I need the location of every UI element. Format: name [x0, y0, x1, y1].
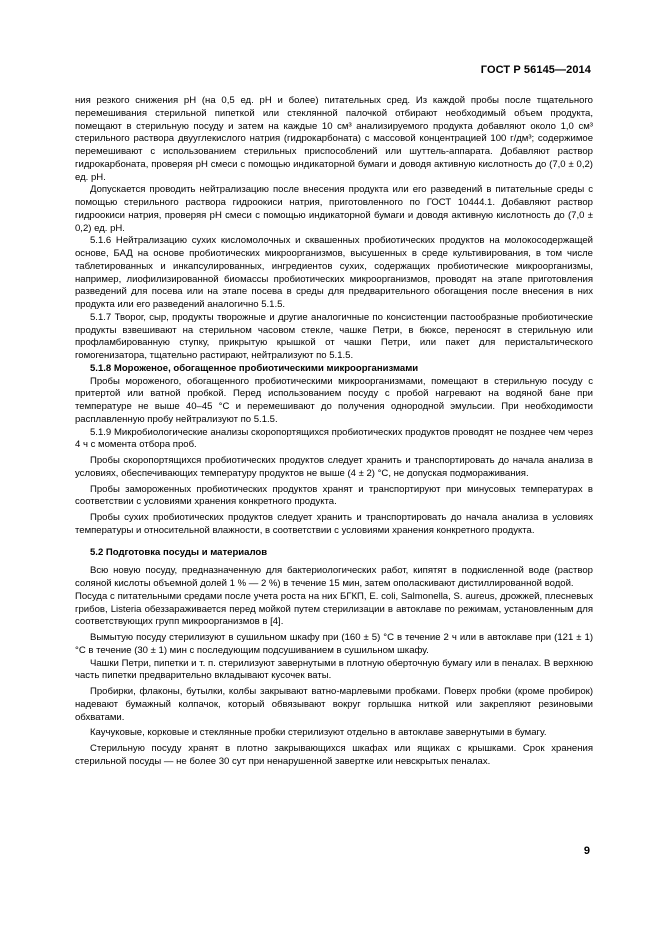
- paragraph: Пробирки, флаконы, бутылки, колбы закрывают ватно-марлевыми пробками. Поверх пробки (кроме пробирок) надевают бумажный колпачок, который обвязывают вокруг горлышка ниткой или закрепляют резиновыми обхватами.: [75, 686, 593, 723]
- paragraph: ния резкого снижения pH (на 0,5 ед. pH и более) питательных сред. Из каждой пробы после тщательного перемешивания стерильной пипеткой или стеклянной палочкой отбирают необходимый объем продукта, помещают в стерильную посуду и затем на каждые 10 см³ анализируемого продукта добавляют около 1,0 см³ стерильного раствора двууглекислого натрия (гидрокарбоната) с массовой концентрацией 100 г/дм³; содержимое перемешивают с использованием стерильных приспособлений или шуттель-аппарата. Добавляют раствор гидрокарбоната, проверяя pH смеси с помощью индикаторной бумаги и доводя активную кислотность до (7,0 ± 0,2) ед. pH.: [75, 95, 593, 183]
- paragraph: Чашки Петри, пипетки и т. п. стерилизуют завернутыми в плотную оберточную бумагу или в пеналах. В верхнюю часть пипетки предварительно вкладывают кусочек ваты.: [75, 657, 593, 682]
- paragraph: Вымытую посуду стерилизуют в сушильном шкафу при (160 ± 5) °С в течение 2 ч или в автоклаве при (121 ± 1) °С в течение (30 ± 1) мин с последующим подсушиванием в сушильном шкафу.: [75, 632, 593, 656]
- paragraph: Допускается проводить нейтрализацию после внесения продукта или его разведений в питательные среды с помощью стерильного раствора гидроокиси натрия, приготовленного по ГОСТ 10444.1. Добавляют раствор гидроокиси натрия, проверяя pH смеси с помощью индикаторной бумаги и доводя активную кислотность до (7,0 ± 0,2) ед. pH.: [75, 184, 593, 234]
- paragraph: Каучуковые, корковые и стеклянные пробки стерилизуют отдельно в автоклаве завернутыми в бумагу.: [90, 727, 547, 739]
- paragraph: 5.1.9 Микробиологические анализы скоропортящихся пробиотических продуктов проводят не позднее чем через 4 ч с момента отбора проб.: [75, 426, 593, 451]
- paragraph: Всю новую посуду, предназначенную для бактериологических работ, кипятят в подкисленной воде (раствор соляной кислоты объемной долей 1 % — 2 %) в течение 15 мин, затем ополаскивают дистиллированной водой.: [75, 565, 593, 589]
- document-body: [75, 95, 593, 769]
- paragraph: Пробы сухих пробиотических продуктов следует хранить и транспортировать до начала анализа в условиях температуры и относительной влажности, в соответствии с условиями хранения конкретного продукта.: [75, 512, 593, 536]
- document-standard-header: ГОСТ Р 56145—2014: [480, 64, 591, 76]
- paragraph: Посуда с питательными средами после учета роста на них БГКП, E. coli, Salmonella, S. aureus, дрожжей, плесневых грибов, Listeria обеззараживается перед мойкой путем стерилизации в автоклаве по режимам, установленным для соответствующих групп микроорганизмов в [4].: [75, 590, 593, 628]
- paragraph: 5.1.7 Творог, сыр, продукты творожные и другие аналогичные по консистенции пастообразные пробиотические продукты взвешивают на стерильном часовом стекле, чашке Петри, в бюксе, переносят в стерильную или профламбированную ступку, прикрытую крышкой от чашки Петри, или пакет для перистальтического гомогенизатора, тщательно растирают, нейтрализуют по 5.1.5.: [75, 311, 593, 361]
- section-heading-5-1-8: 5.1.8 Мороженое, обогащенное пробиотическими микроорганизмами: [90, 362, 419, 374]
- paragraph: Пробы мороженого, обогащенного пробиотическими микроорганизмами, помещают в стерильную посуду с притертой или ватной пробкой. Перед использованием посуду с пробой нагревают на водяной бане при температуре не выше 40–45 °С и перемешивают до получения однородной эмульсии. При необходимости расплавленную пробу нейтрализуют по 5.1.5.: [75, 375, 593, 425]
- paragraph: Пробы скоропортящихся пробиотических продуктов следует хранить и транспортировать до начала анализа в условиях, обеспечивающих температуру продуктов не выше (4 ± 2) °С, не допуская подмораживания.: [75, 455, 593, 479]
- paragraph: Пробы замороженных пробиотических продуктов хранят и транспортируют при минусовых температурах в соответствии с условиями хранения конкретного продукта.: [75, 483, 593, 508]
- paragraph: Стерильную посуду хранят в плотно закрывающихся шкафах или ящиках с крышками. Срок хранения стерильной посуды — не более 30 сут при ненарушенной завертке или невскрытых пеналах.: [75, 743, 593, 767]
- page-number: 9: [583, 845, 590, 857]
- paragraph: 5.1.6 Нейтрализацию сухих кисломолочных и сквашенных пробиотических продуктов на молокосодержащей основе, БАД на основе пробиотических микроорганизмов, высушенных в среде культивирования, в том числе таблетированных и инкапсулированных, ингредиентов сухих, содержащих пробиотические микроорганизмы, например, лиофилизированной биомассы пробиотических микроорганизмов, проводят на этапе приготовления разведений для посева или на этапе посева в среды для предварительного обогащения после внесения в них продукта или его разведений аналогично 5.1.5.: [75, 235, 593, 310]
- section-heading-5-2: 5.2 Подготовка посуды и материалов: [90, 546, 268, 558]
